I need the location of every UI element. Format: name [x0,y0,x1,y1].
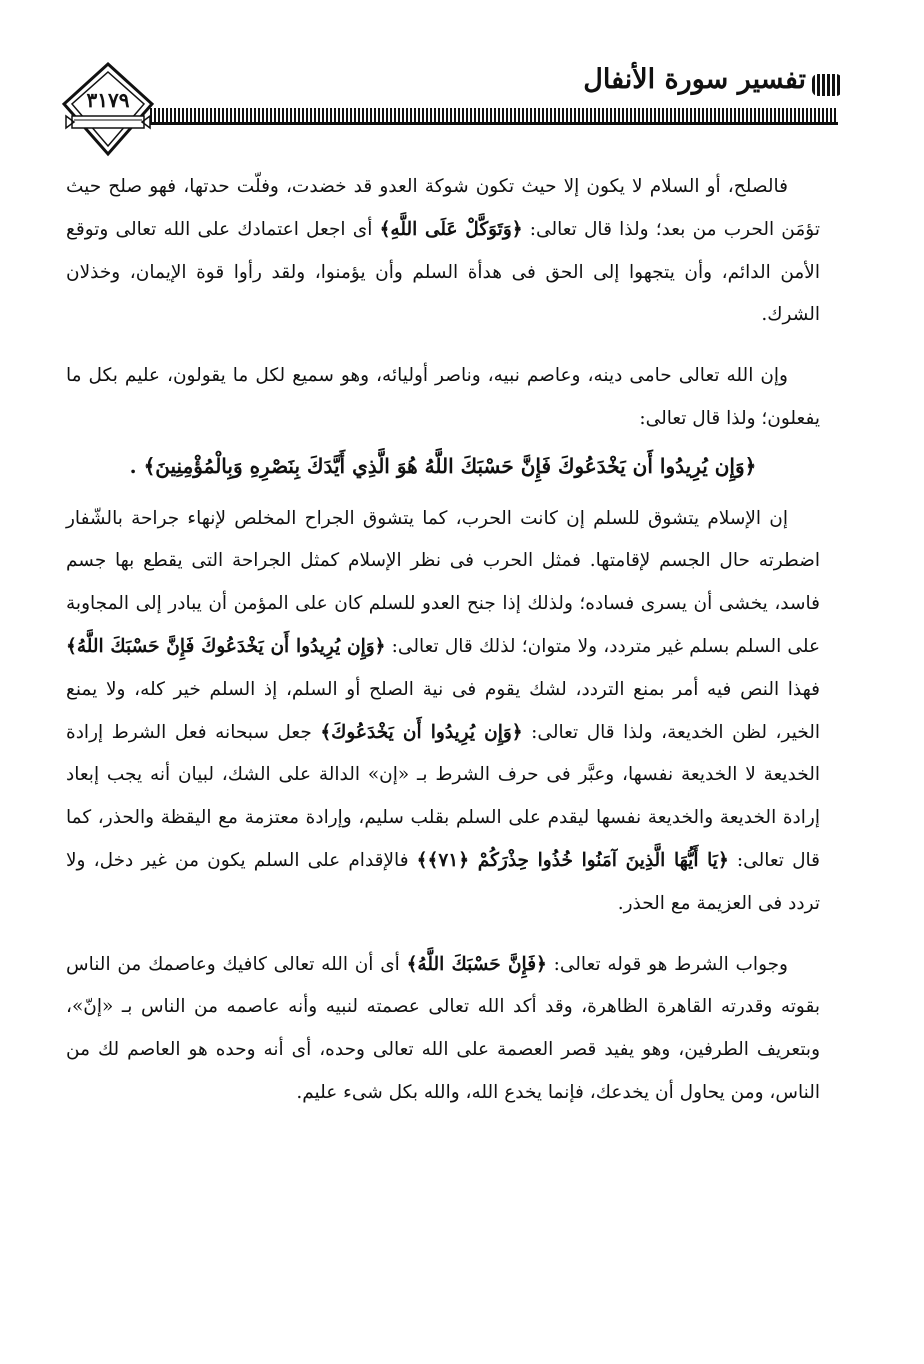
text-segment: فالإقدام على السلم يكون من غير دخل، ولا تردد فى العزيمة مع الحذر. [66,849,820,914]
text-segment: فهذا النص فيه أمر بمنع التردد، لشك يقوم فى نية الصلح أو السلم، إذ السلم خير كله، ولا يمنع الخير، لظن الخديعة، ولذا قال تعالى: [66,678,820,743]
quran-quote: ﴿وَإِن يُرِيدُوا أَن يَخْدَعُوكَ فَإِنَّ حَسْبَكَ اللَّهُ هُوَ الَّذِي أَيَّدَكَ بِنَصْرِهِ وَبِالْمُؤْمِنِينَ﴾ [143,453,757,478]
running-title: تفسير سورة الأنفال [583,64,806,95]
text-segment: فالصلح، أو السلام لا يكون إلا حيث تكون شوكة العدو قد خضدت، وفلّت حدتها، فهو صلح حيث تؤمَن الحرب من بعد؛ ولذا قال تعالى: [66,176,820,240]
paragraph [66,498,820,926]
quran-quote: ﴿وَإِن يُرِيدُوا أَن يَخْدَعُوكَ فَإِنَّ حَسْبَكَ اللَّهُ﴾ [66,635,386,657]
quran-quote: ﴿وَإِن يُرِيدُوا أَن يَخْدَعُوكَ﴾ [320,721,523,743]
paragraph [66,944,820,1115]
text-segment: إن الإسلام يتشوق للسلم إن كانت الحرب، كما يتشوق الجراح المخلص لإنهاء جراحة بالشّفار اضطرته حال الجسم لإقامتها. فمثل الحرب فى نظر الإسلام كمثل الجراحة التى يقطع بها جسم فاسد، يخشى أن يسرى فساده؛ ولذلك إذا جنح العدو للسلم كان على المؤمن أن يبادر إلى المجاوبة على السلم بسلم غير متردد، ولا متوان؛ لذلك قال تعالى: [66,507,820,657]
paragraph [66,355,820,441]
ornament-icon [812,74,842,96]
text-segment: جعل سبحانه فعل الشرط إرادة الخديعة لا الخديعة نفسها، وعبَّر فى حرف الشرط بـ «إن» الدالة على الشك، لبيان أنه يجب إبعاد إرادة الخديعة والخديعة نفسها ليقدم على السلم بقلب سليم، وإرادة معتزمة مع اليقظة والحذر، كما قال تعالى: [66,721,820,871]
text-segment: وإن الله تعالى حامى دينه، وعاصم نبيه، وناصر أوليائه، وهو سميع لكل ما يقولون، عليم بكل ما يفعلون؛ ولذا قال تعالى: [66,365,820,429]
page-header [60,58,830,158]
paragraph [66,166,820,337]
text-segment: وجواب الشرط هو قوله تعالى: [546,953,788,975]
quran-quote: ﴿وَتَوَكَّلْ عَلَى اللَّهِ﴾ [379,218,523,240]
quran-verse-line [66,445,820,488]
page-number: ٣١٧٩ [86,88,130,112]
text-segment: أى أن الله تعالى كافيك وعاصمك من الناس بقوته وقدرته القاهرة الظاهرة، وقد أكد الله تعالى عصمته لنبيه وأنه عاصمه من الناس بـ «إنّ»، وبتعريف الطرفين، وهو يفيد قصر العصمة على الله تعالى وحده، أى أنه وحده هو العاصم لك من الناس، ومن يحاول أن يخدعك، فإنما يخدع الله، والله بكل شىء عليم. [66,953,820,1103]
text-segment: أى اجعل اعتمادك على الله تعالى وتوقع الأمن الدائم، وأن يتجهوا إلى الحق فى هدأة السلم وأن يؤمنوا، ولقد رأوا قوة الإيمان، وخذلان الشرك. [66,218,820,326]
quran-quote: ﴿فَإِنَّ حَسْبَكَ اللَّهُ﴾ [406,953,547,975]
header-rule [150,108,838,122]
text-segment: . [129,453,144,478]
body-text [66,166,820,1115]
quran-quote: ﴿يَا أَيُّهَا الَّذِينَ آمَنُوا خُذُوا حِذْرَكُمْ ﴿٧١﴾﴾ [416,849,729,871]
header-rule-solid [150,122,838,125]
